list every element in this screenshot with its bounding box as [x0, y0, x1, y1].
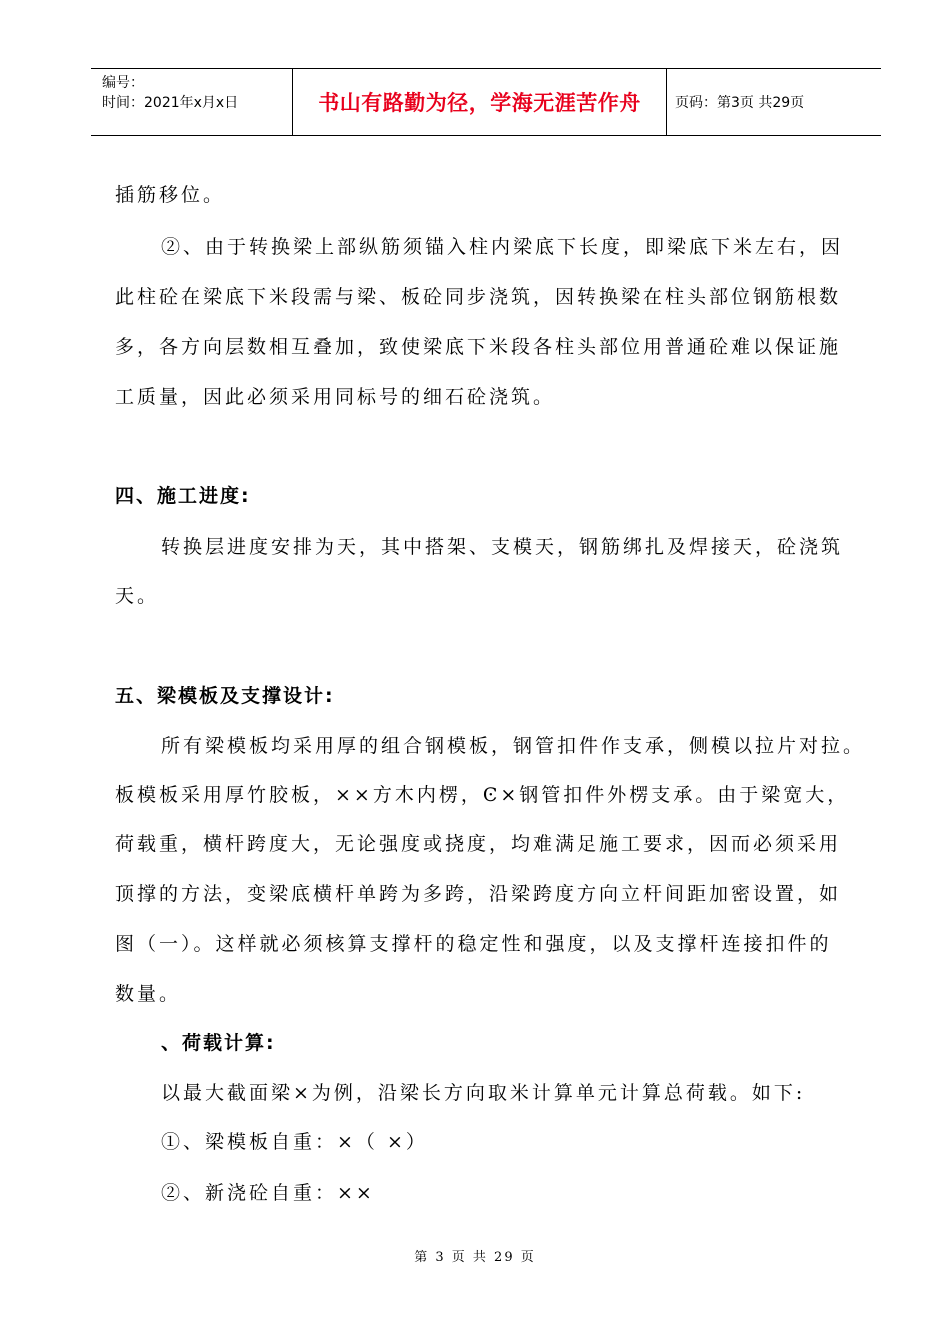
number-label: 编号： — [102, 75, 144, 91]
header-meta — [102, 73, 238, 113]
paragraph-line: 荷载重，横杆跨度大，无论强度或挠度，均难满足施工要求，因而必须采用 — [115, 833, 842, 855]
paragraph-line: 天。 — [115, 585, 160, 607]
paragraph-line: ①、梁模板自重：×（ ×） — [161, 1131, 428, 1153]
time-label: 时间：2021年x月x日 — [102, 95, 239, 111]
paragraph-line: 此柱砼在梁底下米段需与梁、板砼同步浇筑，因转换梁在柱头部位钢筋根数 — [115, 286, 842, 308]
header-motto: 书山有路勤为径，学海无涯苦作舟 — [318, 91, 641, 115]
paragraph-line: 插筋移位。 — [115, 184, 226, 206]
paragraph-line: 以最大截面梁×为例，沿梁长方向取米计算单元计算总荷载。如下: — [161, 1082, 806, 1104]
paragraph-line: ②、新浇砼自重：×× — [161, 1182, 375, 1204]
paragraph-line: 工质量，因此必须采用同标号的细石砼浇筑。 — [115, 386, 556, 408]
section-heading-formwork: 五、梁模板及支撑设计: — [115, 685, 335, 707]
paragraph-line: 顶撑的方法，变梁底横杆单跨为多跨，沿梁跨度方向立杆间距加密设置，如 — [115, 883, 842, 905]
paragraph-line: ②、由于转换梁上部纵筋须锚入柱内梁底下长度，即梁底下米左右，因 — [161, 236, 844, 258]
header-divider — [666, 69, 667, 135]
paragraph-line: 板模板采用厚竹胶板，××方木内楞，Ͼ×钢管扣件外楞支承。由于梁宽大， — [115, 784, 850, 806]
paragraph-line: 数量。 — [115, 983, 182, 1005]
subsection-heading-load: 、荷载计算: — [161, 1032, 276, 1054]
paragraph-line: 多，各方向层数相互叠加，致使梁底下米段各柱头部位用普通砼难以保证施 — [115, 336, 842, 358]
paragraph-line: 转换层进度安排为天，其中搭架、支模天，钢筋绑扎及焊接天，砼浇筑 — [161, 536, 844, 558]
paragraph-line: 所有梁模板均采用厚的组合钢模板，钢管扣件作支承，侧模以拉片对拉。 — [161, 735, 866, 757]
header-page-code: 页码：第3页 共29页 — [675, 95, 805, 111]
section-heading-schedule: 四、施工进度: — [115, 485, 251, 507]
page-footer: 第 3 页 共 29 页 — [414, 1250, 536, 1265]
page-header — [91, 68, 881, 136]
paragraph-line: 图（一）。这样就必须核算支撑杆的稳定性和强度，以及支撑杆连接扣件的 — [115, 933, 832, 955]
